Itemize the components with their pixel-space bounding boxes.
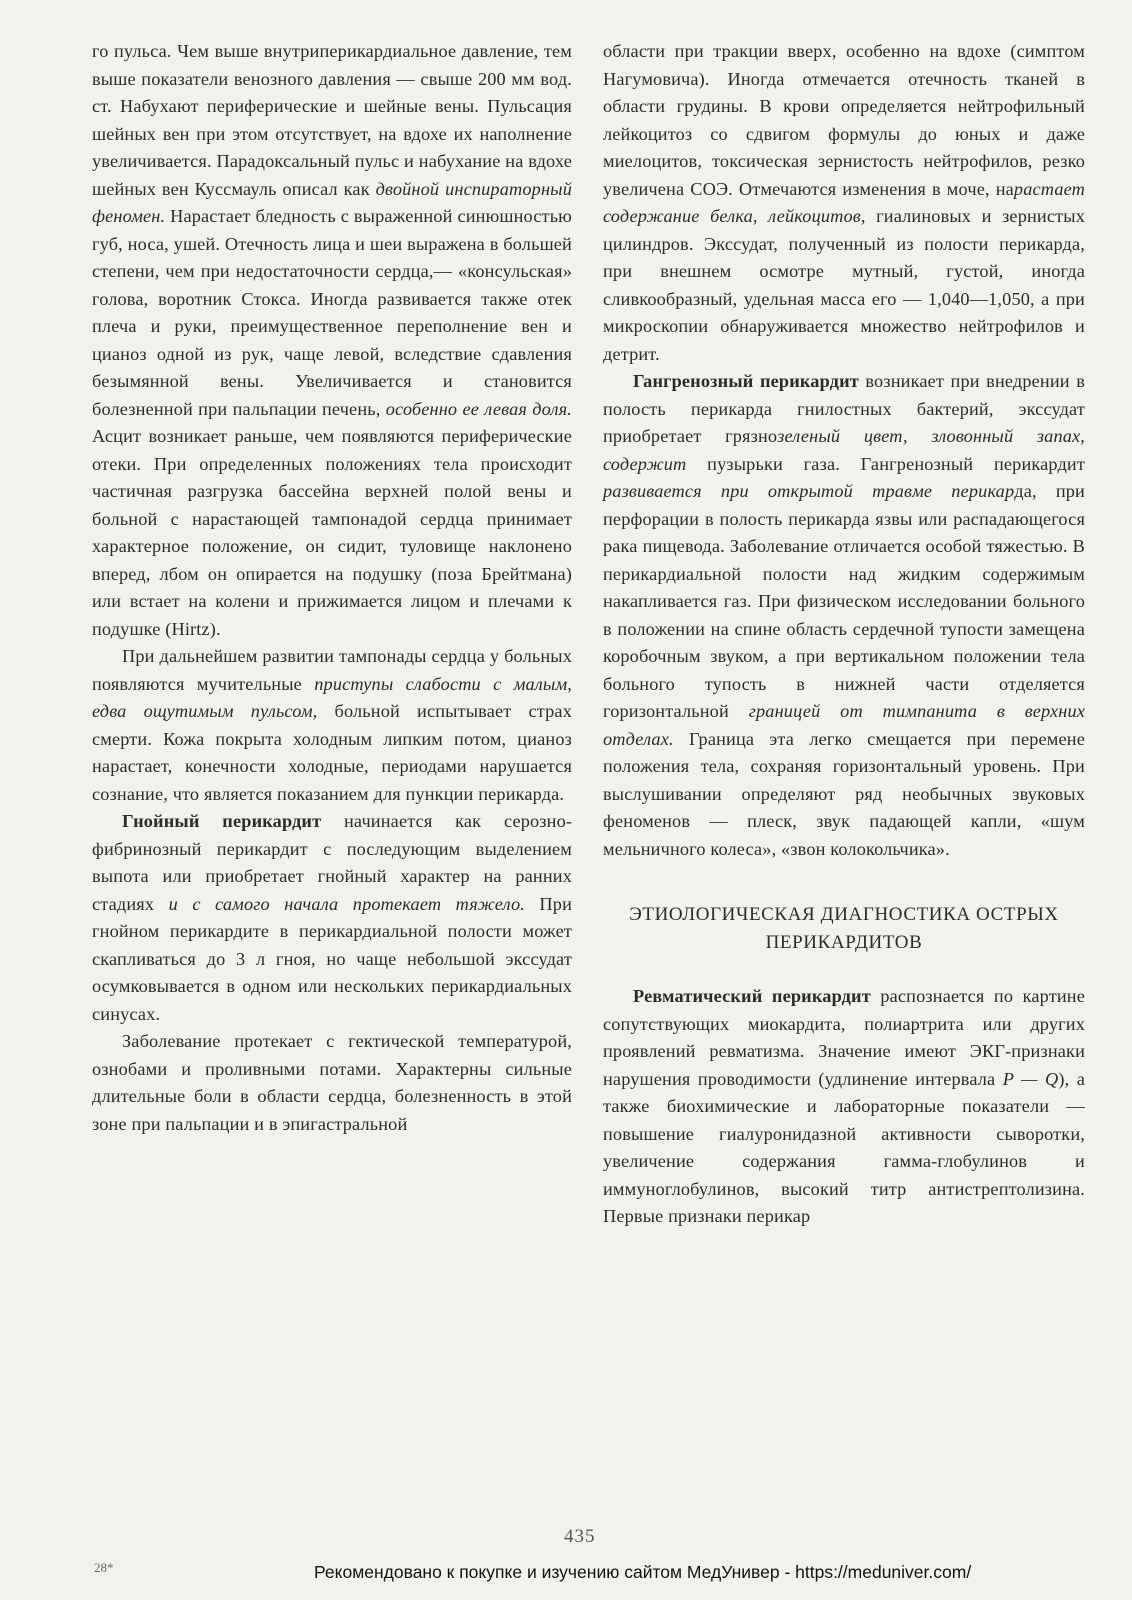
right-column	[603, 38, 1085, 1231]
left-column	[92, 38, 572, 1138]
term-purulent-pericarditis: Гнойный перикардит	[122, 811, 322, 831]
paragraph: области при тракции вверх, особенно на вдохе (симптом Нагумовича). Иногда отмечается отечность тканей в области грудины. В крови определяется нейтрофильный лейкоцитоз со сдвигом формулы до юных и даже миелоцитов, токсическая зернистость нейтрофилов, резко увеличена СОЭ. Отмечаются изменения в моче, нарастает содержание белка, лейкоцитов, гиалиновых и зернистых цилиндров. Экссудат, полученный из полости перикарда, при внешнем осмотре мутный, густой, иногда сливкообразный, удельная масса его — 1,040—1,050, а при микроскопии обнаруживается множество нейтрофилов и детрит.	[603, 41, 1085, 364]
paragraph: Гангренозный перикардит возникает при внедрении в полость перикарда гнилостных бактерий, экссудат приобретает грязнозеленый цвет, зловонный запах, содержит пузырьки газа. Гангренозный перикардит развивается при открытой травме перикарда, при перфорации в полость перикарда язвы или распадающегося рака пищевода. Заболевание отличается особой тяжестью. В перикардиальной полости над жидким содержимым накапливается газ. При физическом исследовании больного в положении на спине область сердечной тупости замещена коробочным звуком, а при вертикальном положении тела больного тупость в нижней части отделяется горизонтальной границей от тимпанита в верхних отделах. Граница эта легко смещается при перемене положения тела, сохраняя горизонтальный уровень. При выслушивании определяют ряд необычных звуковых феноменов — плеск, звук падающей капли, «шум мельничного колеса», «звон колокольчика».	[603, 371, 1086, 859]
footer-recommendation: Рекомендовано к покупке и изучению сайтом МедУнивер - https://meduniver.com/	[314, 1562, 972, 1582]
paragraph: Гнойный перикардит начинается как серознофибринозный перикардит с последующим выделением выпота или приобретает гнойный характер на ранних стадиях и с самого начала протекает тяжело. При гнойном перикардите в перикардиальной полости может скапливаться до 3 л гноя, но чаще небольшой экссудат осумковывается в одном или нескольких перикардиальных синусах.	[92, 811, 573, 1024]
paragraph: Заболевание протекает с гектической температурой, ознобами и проливными потами. Характерны сильные длительные боли в области сердца, болезненность в этой зоне при пальпации и в эпигастральной	[92, 1031, 572, 1134]
term-gangrenous-pericarditis: Гангренозный перикардит	[633, 371, 859, 391]
paragraph: го пульса. Чем выше внутриперикардиальное давление, тем выше показатели венозного давления — свыше 200 мм вод. ст. Набухают периферические и шейные вены. Пульсация шейных вен при этом отсутствует, на вдохе их наполнение увеличивается. Парадоксальный пульс и набухание на вдохе шейных вен Куссмауль описал как двойной инспираторный феномен. Нарастает бледность с выраженной синюшностью губ, носа, ушей. Отечность лица и шеи выражена в большей степени, чем при недостаточности сердца,— «консульская» голова, воротник Стокса. Иногда развивается также отек плеча и руки, преимущественное переполнение вен и цианоз одной из рук, чаще левой, вследствие сдавления безымянной вены. Увеличивается и становится болезненной при пальпации печень, особенно ее левая доля. Асцит возникает раньше, чем появляются периферические отеки. При определенных положениях тела происходит частичная разгрузка бассейна верхней полой вены и больной с нарастающей тампонадой сердца принимает характерное положение, он сидит, туловище наклонено вперед, лбом он опирается на подушку (поза Брейтмана) или встает на колени и прижимается лицом и плечами к подушке (Hirtz).	[92, 41, 572, 639]
paragraph: Ревматический перикардит распознается по картине сопутствующих миокардита, полиартрита или других проявлений ревматизма. Значение имеют ЭКГ-признаки нарушения проводимости (удлинение интервала P — Q), а также биохимические и лабораторные показатели — повышение гиалуронидазной активности сыворотки, увеличение содержания гамма-глобулинов и иммуноглобулинов, высокий титр антистрептолизина. Первые признаки перикар	[603, 986, 1085, 1226]
page-number: 435	[564, 1526, 596, 1547]
term-rheumatic-pericarditis: Ревматический перикардит	[633, 986, 871, 1006]
signature-mark: 28*	[94, 1560, 114, 1575]
section-heading: ЭТИОЛОГИЧЕСКАЯ ДИАГНОСТИКА ОСТРЫХ ПЕРИКАРДИТОВ	[629, 904, 1059, 953]
paragraph: При дальнейшем развитии тампонады сердца у больных появляются мучительные приступы слабости с малым, едва ощутимым пульсом, больной испытывает страх смерти. Кожа покрыта холодным липким потом, цианоз нарастает, конечности холодные, периодами нарушается сознание, что является показанием для пункции перикарда.	[92, 646, 572, 804]
